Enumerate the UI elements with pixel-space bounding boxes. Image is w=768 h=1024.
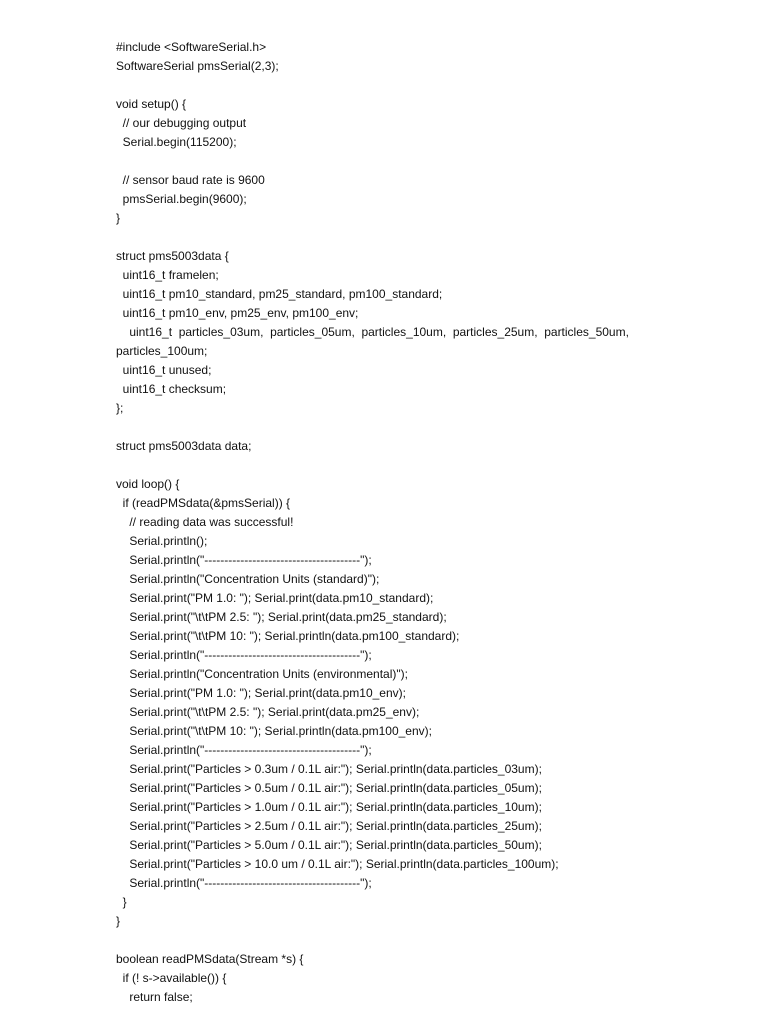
- code-line: struct pms5003data {: [116, 249, 229, 263]
- code-line: Serial.println("---------------------------------------");: [116, 648, 372, 662]
- code-line: if (! s->available()) {: [116, 971, 227, 985]
- blank-line: [116, 456, 676, 475]
- code-line: if (readPMSdata(&pmsSerial)) {: [116, 496, 291, 510]
- code-line: Serial.println("---------------------------------------");: [116, 743, 372, 757]
- code-line: uint16_t pm10_standard, pm25_standard, pm100_standard;: [116, 287, 443, 301]
- code-line: Serial.println("Concentration Units (environmental)");: [116, 667, 408, 681]
- code-line: // sensor baud rate is 9600: [116, 173, 265, 187]
- code-line: // reading data was successful!: [116, 515, 294, 529]
- code-line: pmsSerial.begin(9600);: [116, 192, 247, 206]
- blank-line: [116, 228, 676, 247]
- code-line: Serial.println("---------------------------------------");: [116, 553, 372, 567]
- blank-line: [116, 76, 676, 95]
- code-line: uint16_t particles_03um, particles_05um, particles_10um, particles_25um, particles_50um,: [116, 325, 629, 339]
- code-line: // our debugging output: [116, 116, 247, 130]
- code-line: Serial.print("Particles > 10.0 um / 0.1L air:"); Serial.println(data.particles_100um);: [116, 857, 559, 871]
- code-line: Serial.println("Concentration Units (standard)");: [116, 572, 380, 586]
- code-line: SoftwareSerial pmsSerial(2,3);: [116, 59, 279, 73]
- code-line: Serial.println("---------------------------------------");: [116, 876, 372, 890]
- code-line: boolean readPMSdata(Stream *s) {: [116, 952, 304, 966]
- code-listing: [116, 38, 676, 1007]
- code-line: Serial.print("\t\tPM 10: "); Serial.println(data.pm100_standard);: [116, 629, 460, 643]
- blank-line: [116, 418, 676, 437]
- code-line: Serial.println();: [116, 534, 208, 548]
- blank-line: [116, 931, 676, 950]
- code-line: uint16_t checksum;: [116, 382, 227, 396]
- code-line: Serial.print("\t\tPM 2.5: "); Serial.print(data.pm25_standard);: [116, 610, 447, 624]
- code-line: Serial.begin(115200);: [116, 135, 237, 149]
- code-line: void setup() {: [116, 97, 187, 111]
- code-line: struct pms5003data data;: [116, 439, 252, 453]
- code-line: Serial.print("PM 1.0: "); Serial.print(data.pm10_env);: [116, 686, 406, 700]
- code-line: return false;: [116, 990, 193, 1004]
- code-line: uint16_t pm10_env, pm25_env, pm100_env;: [116, 306, 359, 320]
- blank-line: [116, 152, 676, 171]
- code-line: Serial.print("Particles > 5.0um / 0.1L air:"); Serial.println(data.particles_50um);: [116, 838, 542, 852]
- code-line: Serial.print("PM 1.0: "); Serial.print(data.pm10_standard);: [116, 591, 434, 605]
- code-line: uint16_t framelen;: [116, 268, 219, 282]
- code-line: }: [116, 895, 127, 909]
- code-line: Serial.print("Particles > 0.3um / 0.1L air:"); Serial.println(data.particles_03um);: [116, 762, 542, 776]
- code-line: }: [116, 914, 121, 928]
- code-line: uint16_t unused;: [116, 363, 212, 377]
- code-line: Serial.print("Particles > 1.0um / 0.1L air:"); Serial.println(data.particles_10um);: [116, 800, 542, 814]
- code-line: particles_100um;: [116, 344, 208, 358]
- code-line: Serial.print("\t\tPM 10: "); Serial.println(data.pm100_env);: [116, 724, 432, 738]
- code-line: Serial.print("Particles > 0.5um / 0.1L air:"); Serial.println(data.particles_05um);: [116, 781, 542, 795]
- code-line: Serial.print("Particles > 2.5um / 0.1L air:"); Serial.println(data.particles_25um);: [116, 819, 542, 833]
- code-line: };: [116, 401, 124, 415]
- code-line: void loop() {: [116, 477, 180, 491]
- code-line: Serial.print("\t\tPM 2.5: "); Serial.print(data.pm25_env);: [116, 705, 420, 719]
- code-line: #include <SoftwareSerial.h>: [116, 40, 267, 54]
- code-line: }: [116, 211, 121, 225]
